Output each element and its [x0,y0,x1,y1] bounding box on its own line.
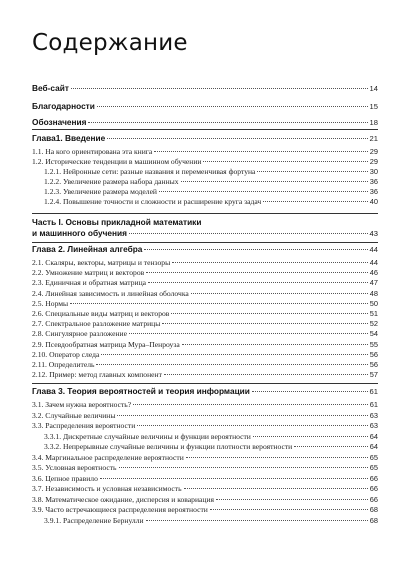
leader-dots [171,313,367,314]
part-title-line-2 [32,228,378,239]
leader-dots [216,499,368,500]
leader-dots [144,249,367,250]
leader-dots [107,138,367,139]
toc-entry-label: 2.2. Умножение матриц и векторов [32,268,145,278]
leader-dots [294,446,368,447]
toc-entry-page: 43 [369,229,378,238]
toc-entry-label: 1.2.3. Увеличение размера моделей [44,187,157,196]
leader-dots [162,323,367,324]
toc-entry-label: Веб-сайт [32,83,69,93]
toc-subsection[interactable] [44,187,378,196]
toc-section[interactable] [32,400,378,409]
toc-entry-label: Благодарности [32,101,95,111]
toc-entry-label: 1.1. На кого ориентирована эта книга [32,147,153,156]
toc-section[interactable] [32,421,378,430]
toc-entry-page: 47 [369,278,378,288]
toc-entry-page: 68 [369,505,378,514]
toc-part-1[interactable] [32,217,378,239]
toc-entry-page: 29 [369,147,378,156]
toc-entry-page: 36 [369,177,378,186]
toc-entry-page: 52 [369,319,378,329]
toc-entry-label: 1.2.4. Повышение точности и сложности и расширение круга задач [44,197,262,206]
toc-section[interactable] [32,350,378,359]
leader-dots [186,457,368,458]
toc-entry-label: 2.4. Линейная зависимость и линейная оболочка [32,288,189,298]
toc-entry-label: 2.1. Скаляры, векторы, матрицы и тензоры [32,258,171,267]
leader-dots [172,262,368,263]
toc-entry-label: 2.9. Псевдообратная матрица Мура–Пенроуза [32,339,180,349]
toc-entry-page: 56 [369,360,378,369]
leader-dots [154,151,368,152]
toc-entry-label: 2.11. Определитель [32,360,95,369]
leader-dots [88,122,367,123]
toc-entry-label: 3.9. Часто встречающиеся распределения вероятности [32,505,208,514]
toc-subsection[interactable] [44,516,378,525]
leader-dots [263,201,368,202]
toc-entry-label: 3.3.1. Дискретные случайные величины и функции вероятности [44,431,251,441]
toc-section[interactable] [32,484,378,493]
toc-section[interactable] [32,505,378,514]
toc-entry-label: 3.3.2. Непрерывные случайные величины и функции плотности вероятности [44,442,293,451]
toc-chapter-1[interactable] [32,133,378,143]
part-title-line-1 [32,217,378,228]
toc-entry-label: 3.3. Распределения вероятности [32,421,136,430]
leader-dots [181,181,368,182]
leader-dots [96,364,367,365]
toc-section[interactable] [32,474,378,483]
toc-entry-label: 3.7. Независимость и условная независимость [32,484,182,493]
toc-entry-page: 61 [369,400,378,409]
toc-entry-label: 3.9.1. Распределение Бернулли [44,515,144,525]
leader-dots [146,520,368,521]
toc-entry-page: 29 [369,157,378,166]
leader-dots [117,415,367,416]
leader-dots [164,374,368,375]
toc-section[interactable] [32,268,378,277]
toc-section[interactable] [32,360,378,369]
toc-subsection[interactable] [44,167,378,176]
toc-subsection[interactable] [44,177,378,186]
toc-entry-page: 46 [369,268,378,278]
toc-entry-page: 66 [369,484,378,493]
toc-entry-page: 65 [369,452,378,462]
toc-entry-page: 44 [369,245,378,254]
leader-dots [129,233,368,234]
toc-entry-label: 3.6. Цепное правило [32,473,98,483]
toc-entry-label: 2.8. Сингулярное разложение [32,329,127,339]
toc-section[interactable] [32,453,378,462]
toc-entry-label: Глава 2. Линейная алгебра [32,244,143,254]
toc-section[interactable] [32,289,378,298]
toc-entry-page: 65 [369,463,378,472]
toc-subsection[interactable] [44,442,378,451]
toc-entry-label: 3.5. Условная вероятность [32,463,117,472]
toc-entry-page: 64 [369,442,378,451]
toc-entry-label: Глава 3. Теория вероятностей и теория информации [32,386,250,396]
toc-entry-page: 68 [369,515,378,525]
toc-section[interactable] [32,319,378,328]
toc-section[interactable] [32,463,378,472]
toc-entry-page: 63 [369,410,378,420]
leader-dots [210,509,368,510]
leader-dots [253,436,368,437]
leader-dots [133,404,368,405]
toc-entry-page: 54 [369,329,378,339]
toc-entry-label: 2.6. Специальные виды матриц и векторов [32,309,170,318]
toc-entry-label: Обозначения [32,117,87,127]
toc-entry-page: 63 [369,421,378,430]
leader-dots [100,478,368,479]
toc-section[interactable] [32,340,378,349]
toc-entry-page: 61 [369,387,378,396]
toc-entry-page: 66 [369,473,378,483]
toc-chapter-3[interactable] [32,386,378,396]
toc-entry-page: 18 [369,118,378,127]
toc-section[interactable] [32,147,378,156]
toc-entry-page: 56 [369,349,378,359]
toc-entry-label: 2.12. Пример: метод главных компонент [32,370,162,380]
toc-entry-notation[interactable] [32,117,378,127]
part-title: Часть I. Основы прикладной математики [32,217,202,227]
toc-entry-page: 21 [369,134,378,143]
chapter-divider [32,213,378,214]
toc-entry-page: 57 [369,370,378,380]
leader-dots [101,354,367,355]
toc-chapter-2[interactable] [32,244,378,254]
leader-dots [71,88,368,89]
toc-subsection[interactable] [44,197,378,206]
leader-dots [70,303,368,304]
toc-entry-label: 1.2.1. Нейронные сети: разные названия и переменчивая фортуна [44,167,256,176]
toc-entry-page: 55 [369,339,378,349]
toc-section[interactable] [32,299,378,308]
toc-entry-page: 14 [369,84,378,93]
leader-dots [203,161,367,162]
leader-dots [252,391,368,392]
toc-section[interactable] [32,329,378,338]
chapter-divider [32,129,378,130]
toc-entry-label: 2.5. Нормы [32,298,69,308]
toc-entry-page: 30 [369,167,378,176]
toc-subsection[interactable] [44,432,378,441]
toc-section[interactable] [32,370,378,379]
toc-entry-acknowledgements[interactable] [32,101,378,111]
toc-entry-page: 66 [369,494,378,504]
toc-entry-page: 64 [369,431,378,441]
toc-entry-label: 1.2. Исторические тенденции в машинном обучении [32,157,202,166]
part-title-cont: и машинного обучения [32,228,127,238]
leader-dots [137,425,367,426]
leader-dots [191,293,368,294]
leader-dots [129,333,368,334]
toc-section[interactable] [32,309,378,318]
toc-entry-label: 3.2. Случайные величины [32,410,116,420]
leader-dots [119,467,368,468]
toc-entry-page: 36 [369,187,378,196]
toc-entry-page: 48 [369,288,378,298]
toc-entry-label: 2.7. Спектральное разложение матрицы [32,319,161,329]
leader-dots [257,171,367,172]
toc-entry-page: 50 [369,298,378,308]
toc-entry-page: 51 [369,309,378,318]
toc-entry-page: 40 [369,197,378,206]
toc-entry-label: 2.10. Оператор следа [32,349,100,359]
toc-section[interactable] [32,157,378,166]
page-title: Содержание [32,30,188,56]
toc-entry-label: 3.4. Маргинальное распределение вероятности [32,452,184,462]
chapter-divider [32,383,378,384]
toc-entry-website[interactable] [32,83,378,93]
leader-dots [146,272,368,273]
toc-entry-page: 44 [369,258,378,267]
toc-entry-page: 15 [369,102,378,111]
toc-entry-label: 3.8. Математическое ожидание, дисперсия и ковариация [32,494,214,504]
toc-entry-label: 1.2.2. Увеличение размера набора данных [44,177,179,186]
toc-section[interactable] [32,411,378,420]
chapter-divider [32,242,378,243]
toc-entry-label: 3.1. Зачем нужна вероятность? [32,400,132,409]
leader-dots [148,282,368,283]
leader-dots [97,106,368,107]
toc-section[interactable] [32,278,378,287]
leader-dots [184,488,368,489]
leader-dots [182,344,368,345]
toc-section[interactable] [32,495,378,504]
toc-section[interactable] [32,258,378,267]
toc-entry-label: 2.3. Единичная и обратная матрица [32,278,146,288]
toc-entry-label: Глава1. Введение [32,133,106,143]
leader-dots [159,191,368,192]
